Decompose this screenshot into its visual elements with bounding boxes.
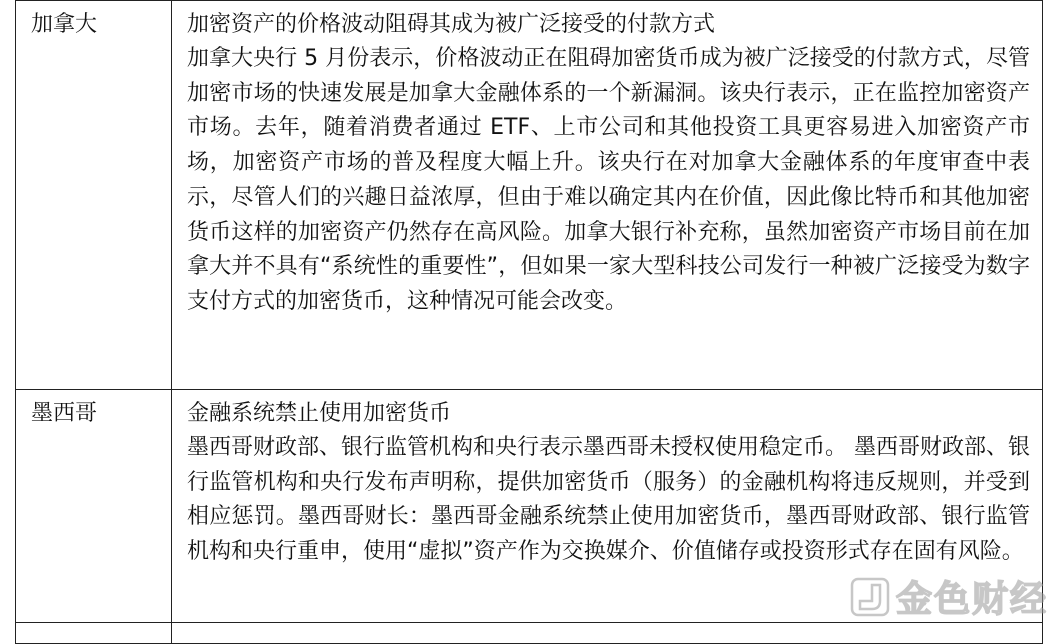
country-cell (16, 1, 172, 390)
watermark (850, 571, 1048, 622)
country-name: 加拿大 (31, 12, 98, 37)
row-body: 加拿大央行 5 月份表示，价格波动正在阻碍加密货币成为被广泛接受的付款方式，尽管加密市场的快速发展是加拿大金融体系的一个新漏洞。该央行表示，正在监控加密资产市场。去年，随着消费者通过 ETF、上市公司和其他投资工具更容易进入加密资产市场，加密资产市场的普及程度大幅上升。该央行在对加拿大金融体系的年度审查中表示，尽管人们的兴趣日益浓厚，但由于难以确定其内在价值，因此像比特币和其他加密货币这样的加密资产仍然存在高风险。加拿大银行补充称，虽然加密资产市场目前在加拿大并不具有“系统性的重要性”，但如果一家大型科技公司发行一种被广泛接受为数字支付方式的加密货币，这种情况可能会改变。 (187, 46, 1030, 314)
country-cell (16, 623, 172, 644)
regulation-table (15, 0, 1043, 644)
country-name: 墨西哥 (31, 401, 98, 426)
watermark-text: 金色财经 (895, 579, 1048, 620)
content-cell (172, 1, 1043, 390)
row-body: 墨西哥财政部、银行监管机构和央行表示墨西哥未授权使用稳定币。 墨西哥财政部、银行监管机构和央行发布声明称，提供加密货币（服务）的金融机构将违反规则，并受到相应惩罚。墨西哥财长：墨西哥金融系统禁止使用加密货币，墨西哥财政部、银行监管机构和央行重申，使用“虚拟”资产作为交换媒介、价值储存或投资形式存在固有风险。 (187, 435, 1030, 565)
table-row (16, 623, 1043, 644)
content-cell (172, 623, 1043, 644)
country-cell (16, 390, 172, 623)
table-row (16, 1, 1043, 390)
row-title: 加密资产的价格波动阻碍其成为被广泛接受的付款方式 (187, 12, 716, 37)
jinse-logo-icon (850, 577, 890, 617)
row-title: 金融系统禁止使用加密货币 (187, 401, 452, 426)
